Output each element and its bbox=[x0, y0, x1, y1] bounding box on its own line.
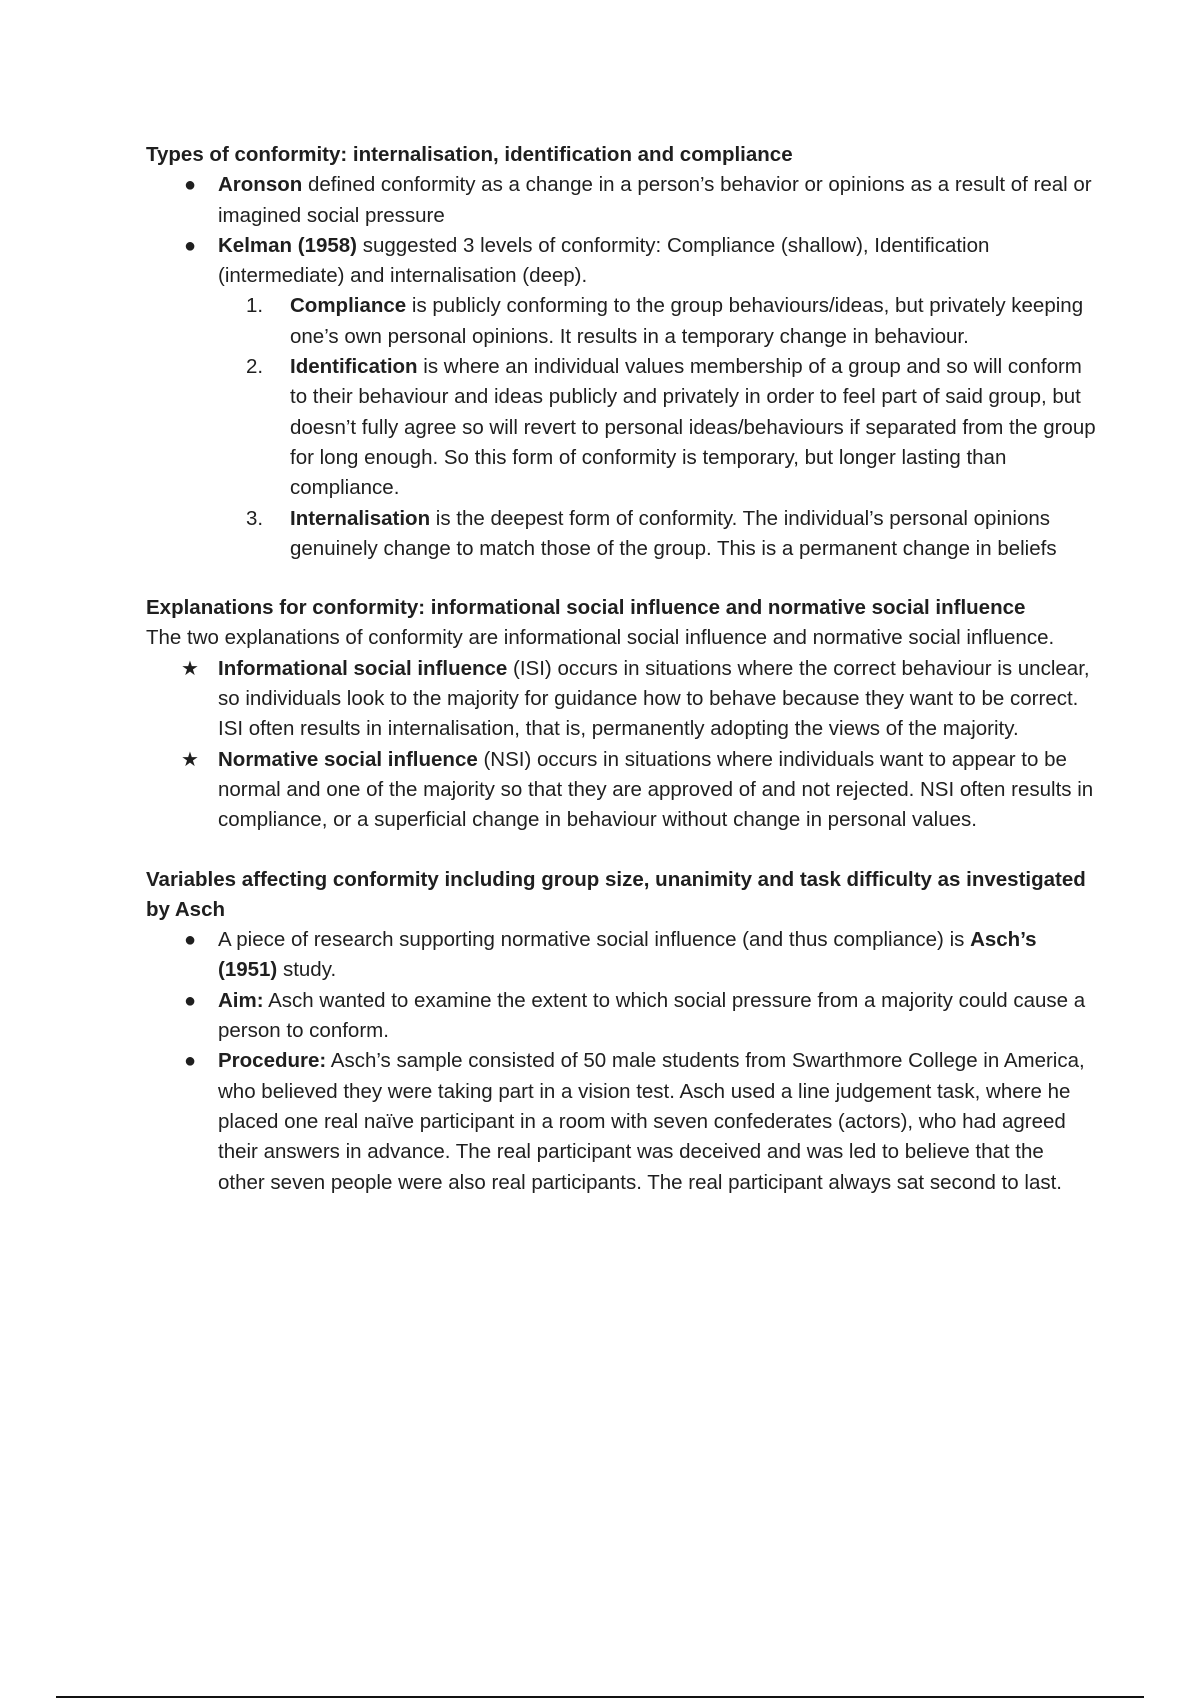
list-item bbox=[146, 170, 1096, 231]
bullet-icon: ● bbox=[184, 1050, 197, 1073]
bold-term: Informational social influence bbox=[218, 656, 508, 680]
list-item bbox=[146, 745, 1096, 836]
star-icon: ★ bbox=[181, 748, 199, 771]
list-item-text: study. bbox=[277, 958, 337, 982]
list-item-text: is where an individual values membership of a group and so will conform to their behaviour and ideas publicly and privately in order to feel part of said group, but doesn’t fully agree so will revert to personal ideas/behaviours if separated from the group for long enough. So this form of conformity is temporary, but longer lasting than compliance. bbox=[290, 355, 1096, 500]
bold-term: Aronson bbox=[218, 173, 303, 197]
list-number: 1. bbox=[246, 294, 264, 318]
bullet-list-asch bbox=[146, 925, 1096, 1198]
bold-term: Normative social influence bbox=[218, 747, 478, 771]
bullet-icon: ● bbox=[184, 929, 197, 952]
list-item bbox=[146, 925, 1096, 986]
numbered-item bbox=[218, 504, 1096, 565]
list-item bbox=[146, 654, 1096, 745]
list-number: 2. bbox=[246, 355, 264, 379]
bold-term: Asch’s (1951) bbox=[218, 928, 1037, 982]
bold-term: Compliance bbox=[290, 294, 407, 318]
intro-paragraph: The two explanations of conformity are informational social influence and normative social influence. bbox=[146, 626, 1055, 650]
section-heading-variables: Variables affecting conformity including group size, unanimity and task difficulty as investigated by Asch bbox=[146, 867, 1086, 921]
bold-term: Internalisation bbox=[290, 506, 431, 530]
list-item-text: Asch wanted to examine the extent to which social pressure from a majority could cause a person to conform. bbox=[218, 988, 1086, 1043]
list-item-text: is the deepest form of conformity. The individual’s personal opinions genuinely change to match those of the group. This is a permanent change in beliefs bbox=[290, 506, 1057, 560]
bold-term: Kelman (1958) bbox=[218, 233, 358, 257]
list-item bbox=[146, 986, 1096, 1047]
bold-term: Aim: bbox=[218, 988, 264, 1012]
bold-term: Procedure: bbox=[218, 1049, 327, 1073]
bullet-icon: ● bbox=[184, 234, 197, 257]
section-heading-explanations: Explanations for conformity: informational social influence and normative social influence bbox=[146, 596, 1026, 620]
section-spacer bbox=[146, 564, 1096, 593]
list-item-text: (NSI) occurs in situations where individuals want to appear to be normal and one of the majority so that they are approved of and not rejected. NSI often results in compliance, or a superficial change in behaviour without change in personal values. bbox=[218, 747, 1094, 832]
document-page bbox=[146, 140, 1096, 1198]
list-item-text: defined conformity as a change in a person’s behavior or opinions as a result of real or imagined social pressure bbox=[218, 173, 1092, 227]
list-item-text: (ISI) occurs in situations where the correct behaviour is unclear, so individuals look to the majority for guidance how to behave because they want to be correct. ISI often results in internalisation, that is, permanently adopting the views of the majority. bbox=[218, 656, 1090, 741]
list-number: 3. bbox=[246, 506, 264, 530]
numbered-list-levels bbox=[218, 291, 1096, 564]
list-item-text: Asch’s sample consisted of 50 male students from Swarthmore College in America, who believed they were taking part in a vision test. Asch used a line judgement task, where he placed one real naïve participant in a room with seven confederates (actors), who had agreed their answers in advance. The real participant was deceived and was led to believe that the other seven people were also real participants. The real participant always sat second to last. bbox=[218, 1049, 1085, 1194]
section-spacer bbox=[146, 836, 1096, 865]
list-item-text: A piece of research supporting normative social influence (and thus compliance) is bbox=[218, 928, 971, 952]
list-item-text: is publicly conforming to the group behaviours/ideas, but privately keeping one’s own personal opinions. It results in a temporary change in behaviour. bbox=[290, 294, 1084, 348]
bullet-icon: ● bbox=[184, 989, 197, 1012]
numbered-item bbox=[218, 291, 1096, 352]
bullet-list-types bbox=[146, 170, 1096, 564]
list-item-text: suggested 3 levels of conformity: Compliance (shallow), Identification (intermediate) and internalisation (deep). bbox=[218, 233, 990, 288]
star-list-explanations bbox=[146, 654, 1096, 836]
numbered-item bbox=[218, 352, 1096, 503]
section-heading-types-of-conformity: Types of conformity: internalisation, identification and compliance bbox=[146, 143, 793, 166]
star-icon: ★ bbox=[181, 657, 199, 680]
bullet-icon: ● bbox=[184, 174, 197, 197]
bold-term: Identification bbox=[290, 355, 418, 379]
list-item bbox=[146, 1046, 1096, 1197]
list-item bbox=[146, 231, 1096, 564]
page-bottom-rule bbox=[56, 1696, 1144, 1698]
